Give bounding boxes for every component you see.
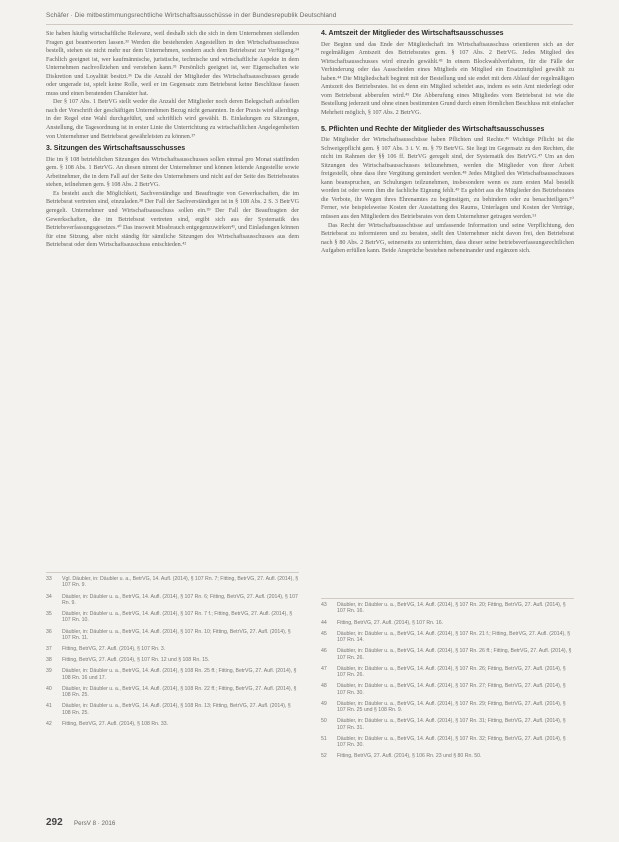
footnote: 45 Däubler, in: Däubler u. a., BetrVG, 14. Aufl. (2014), § 107 Rn. 21 f.; Fitting, BetrVG, 27. Aufl. (2014), § 107 Rn. 14. — [321, 630, 570, 643]
footnote: 38 Fitting, BetrVG, 27. Aufl. (2014), § 107 Rn. 12 und § 108 Rn. 15. — [46, 657, 210, 664]
paragraph: Der § 107 Abs. 1 BetrVG stellt weder die Anzahl der Mitglieder noch deren Belegschaft aufstellen nach der Vorschrift der geschäftigen Unternehmen Bezug nicht genannten. In der Praxis wird allerdings in der Regel eine Wahl durchgeführt, und schriftlich wird gewählt. B. Einladungen zu Sitzungen, Anstellung, die Tagesordnung ist in erster Linie die Unterrichtung zu wirtschaftlichen Angelegenheiten von Unternehmer und Betriebsrat gewährleisten zu können.³⁷ — [46, 99, 299, 140]
paragraph: Die Mitglieder der Wirtschaftsausschüsse haben Pflichten und Rechte.⁴⁶ Wichtige Pflicht ist die Schweigepflicht gem. § 107 Abs. 3 i. V. m. § 79 BetrVG. Sie liegt im Gegensatz zu den Rechten, die nicht im Rahmen der §§ 106 ff. BetrVG geregelt sind, der Systematik des BetrVG.⁴⁷ Um an den Sitzungen des Wirtschaftsausschusses teilzunehmen, werden die Mitglieder von ihrer Arbeit freigestellt, ohne dass ihre Vergütung gemindert werden.⁴⁸ Jedes Mitglied des Wirtschaftsausschusses kann beanspruchen, an Schulungen teilzunehmen, insbesondere wenn es zum ersten Mal bestellt worden ist oder wenn ihm die fachliche Eignung fehlt.⁴⁹ Es gehört aus die Mitglieder des Betriebsrates die Verbote, ihr Wegen ihres Ehrenamtes zu begünstigen, zu behindern oder zu benachteiligen.⁵⁰ Ferner, wie beispielsweise Kosten der Ausstattung des Raums, Unterlagen und Kosten der Verträge, müssen aus den Mitgliedern des Betriebsrates von dem Unternehmer getragen werden.⁵¹ — [321, 137, 574, 221]
section-heading-3: 3. Sitzungen des Wirtschaftsausschusses — [46, 145, 186, 153]
footnote: 33 Vgl. Däubler, in: Däubler u. a., BetrVG, 14. Aufl. (2014), § 107 Rn. 7; Fitting, BetrVG, 27. Aufl. (2014), § 107 Rn. 9. — [46, 576, 299, 589]
right-column — [321, 30, 574, 256]
footnote: 46 Däubler, in: Däubler u. a., BetrVG, 14. Aufl. (2014), § 107 Rn. 26 ff.; Fitting, BetrVG, 27. Aufl. (2014), § 107 Rn. 26. — [321, 648, 572, 661]
footnote: 36 Däubler, in: Däubler u. a., BetrVG, 14. Aufl. (2014), § 107 Rn. 10; Fitting, BetrVG, 27. Aufl. (2014), § 107 Rn. 11. — [46, 628, 291, 641]
footnotes-left — [46, 572, 299, 732]
journal-reference: PersV 8 · 2016 — [74, 820, 116, 827]
footnote: 41 Däubler, in: Däubler u. a., BetrVG, 14. Aufl. (2014), § 108 Rn. 13; Fitting, BetrVG, 27. Aufl. (2014), § 108 Rn. 25. — [46, 703, 291, 716]
page-number: 292 — [46, 817, 63, 828]
paragraph: Das Recht der Wirtschaftsausschüsse auf umfassende Information und seine Verpflichtung, den Betriebsrat zu informieren und zu beraten, stellt den Unternehmer nicht davon frei, den Betriebsrat nach § 80 Abs. 2 BetrVG, seinerseits zu unterrichten, dass dieser seine betriebsverfassungsrechtlichen Aufgaben erfüllen kann. Beide Ansprüche bestehen nebeneinander und ergänzen sich. — [321, 222, 574, 255]
left-column — [46, 30, 299, 250]
header-rule — [46, 24, 573, 25]
footnote: 43 Däubler, in: Däubler u. a., BetrVG, 14. Aufl. (2014), § 107 Rn. 20; Fitting, BetrVG, 27. Aufl. (2014), § 107 Rn. 16. — [321, 602, 566, 615]
footnotes-right — [321, 598, 574, 764]
section-heading-5: 5. Pflichten und Rechte der Mitglieder des Wirtschaftsausschusses — [321, 125, 545, 133]
footnote: 34 Däubler, in: Däubler u. a., BetrVG, 14. Aufl. (2014), § 107 Rn. 6; Fitting, BetrVG, 27. Aufl. (2014), § 107 Rn. 9. — [46, 593, 298, 606]
paragraph: Die im § 108 betrieblichen Sitzungen des Wirtschaftsausschusses sollen einmal pro Monat stattfinden gem. § 108 Abs. 1 BetrVG. An diesen nimmt der Unternehmer und können leitende Angestellte sowie Arbeitnehmer, die in dem Fall auf der Seite des Unternehmers und nicht auf der Seite des Betriebsrates stehen, teilnehmen gem. § 108 Abs. 2 BetrVG. — [46, 156, 299, 189]
footnote: 44 Fitting, BetrVG, 27. Aufl. (2014), § 107 Rn. 16. — [321, 619, 444, 626]
footnote: 52 Fitting, BetrVG, 27. Aufl. (2014), § 106 Rn. 23 und § 80 Rn. 50. — [321, 753, 482, 760]
footnote: 35 Däubler, in: Däubler u. a., BetrVG, 14. Aufl. (2014), § 107 Rn. 7 f.; Fitting, BetrVG, 27. Aufl. (2014), § 107 Rn. 10. — [46, 611, 293, 624]
footnote: 50 Däubler, in: Däubler u. a., BetrVG, 14. Aufl. (2014), § 107 Rn. 31; Fitting, BetrVG, 27. Aufl. (2014), § 107 Rn. 31. — [321, 718, 566, 731]
footnote: 48 Däubler, in: Däubler u. a., BetrVG, 14. Aufl. (2014), § 107 Rn. 27; Fitting, BetrVG, 27. Aufl. (2014), § 107 Rn. 30. — [321, 683, 566, 696]
paragraph: Der Beginn und das Ende der Mitgliedschaft im Wirtschaftsausschuss orientieren sich an der regelmäßigen Amtszeit des Betriebsrates gem. § 107 Abs. 2 BetrVG. Jedes Mitglied des Wirtschaftsausschusses wird einzeln gewählt.⁴³ In einem Blockwahlverfahren, für die Fälle der Verhinderung oder das Ausscheiden eines Mitglieds ein Mitglied ein Ersatzmitglied gewählt zu haben.⁴⁴ Die Mitgliedschaft beginnt mit der Bestellung und sie endet mit dem Ablauf der regelmäßigen Amtszeit des Betriebsrates. Ist es denn ein Mitglied scheidet aus, indem es sein Amt niederlegt oder vom Betriebsrat abberufen wird.⁴⁵ Die Abberufung eines Mitgliedes vom Betriebsrat ist wie die Bestellung jederzeit und ohne einen bestimmten Grund durch einen förmlichen Beschluss mit einfacher Mehrheit möglich, § 107 Abs. 2 BetrVG. — [321, 41, 574, 116]
footnote: 39 Däubler, in: Däubler u. a., BetrVG, 14. Aufl. (2014), § 108 Rn. 25 ff.; Fitting, BetrVG, 27. Aufl. (2014), § 108 Rn. 16 und 17. — [46, 668, 297, 681]
running-head: Schäfer · Die mitbestimmungsrechtliche Wirtschaftsausschüsse in der Bundesrepublik Deutschland — [46, 12, 337, 19]
footnote: 37 Fitting, BetrVG, 27. Aufl. (2014), § 107 Rn. 3. — [46, 646, 166, 652]
footnote: 40 Däubler, in: Däubler u. a., BetrVG, 14. Aufl. (2014), § 108 Rn. 22 ff.; Fitting, BetrVG, 27. Aufl. (2014), § 108 Rn. 25. — [46, 685, 297, 699]
footnote: 42 Fitting, BetrVG, 27. Aufl. (2014), § 108 Rn. 33. — [46, 720, 169, 727]
section-heading-4: 4. Amtszeit der Mitglieder des Wirtschaftsausschusses — [321, 30, 504, 37]
footnote: 47 Däubler, in: Däubler u. a., BetrVG, 14. Aufl. (2014), § 107 Rn. 26; Fitting, BetrVG, 27. Aufl. (2014), § 107 Rn. 26. — [321, 665, 566, 678]
footnote: 49 Däubler, in: Däubler u. a., BetrVG, 14. Aufl. (2014), § 107 Rn. 29; Fitting, BetrVG, 27. Aufl. (2014), § 107 Rn. 25 und § 108 Rn. 9. — [321, 700, 566, 713]
paragraph: Sie haben häufig wirtschaftliche Relevanz, weil deshalb sich die sich in dem Unternehmen stellenden Fragen gut beantworten lassen.³³ Werden die bestehenden Angestellten in den Wirtschaftsausschuss bestellt, stehen sie nicht mehr nur dem Unternehmen, sondern auch dem Betriebsrat zur Verfügung.³⁴ Fachlich geeignet ist, wer kaufmännische, juristische, technische und wirtschaftliche Aspekte in dem Unternehmen nachvollziehen und verstehen kann.³⁵ Persönlich geeignet ist, wer Eigenschaften wie Diskretion und Loyalität besitzt.³⁶ Da die Anzahl der Mitglieder des Wirtschaftsausschusses gerade oder ungerade ist, spielt keine Rolle, weil er im Gegensatz zum Betriebsrat keine Beschlüsse fassen muss und einen beratenden Charakter hat. — [46, 31, 299, 97]
paragraph: Es besteht auch die Möglichkeit, Sachverständige und Beauftragte von Gewerkschaften, die im Betriebsrat vertreten sind, einzuladen.³⁸ Der Fall der Sachverständigen ist in § 108 Abs. 2 S. 3 BetrVG geregelt. Unternehmer und Wirtschaftsausschuss sollen ein.³⁹ Der Fall der Beauftragten der Gewerkschaften, die im Betriebsrat vertreten sind, ergibt sich aus der Systematik des Betriebsverfassungsgesetzes.⁴⁰ Das insoweit Missbrauch entgegenzuwirken⁴¹, und Einladungen können für eine Sitzung, aber nicht ständig für sämtliche Sitzungen des Wirtschaftsausschusses aus dem Betriebsrat oder dem Wirtschaftsausschuss entschieden.⁴² — [46, 190, 299, 249]
footnote: 51 Däubler, in: Däubler u. a., BetrVG, 14. Aufl. (2014), § 107 Rn. 32; Fitting, BetrVG, 27. Aufl. (2014), § 107 Rn. 30. — [321, 735, 566, 748]
